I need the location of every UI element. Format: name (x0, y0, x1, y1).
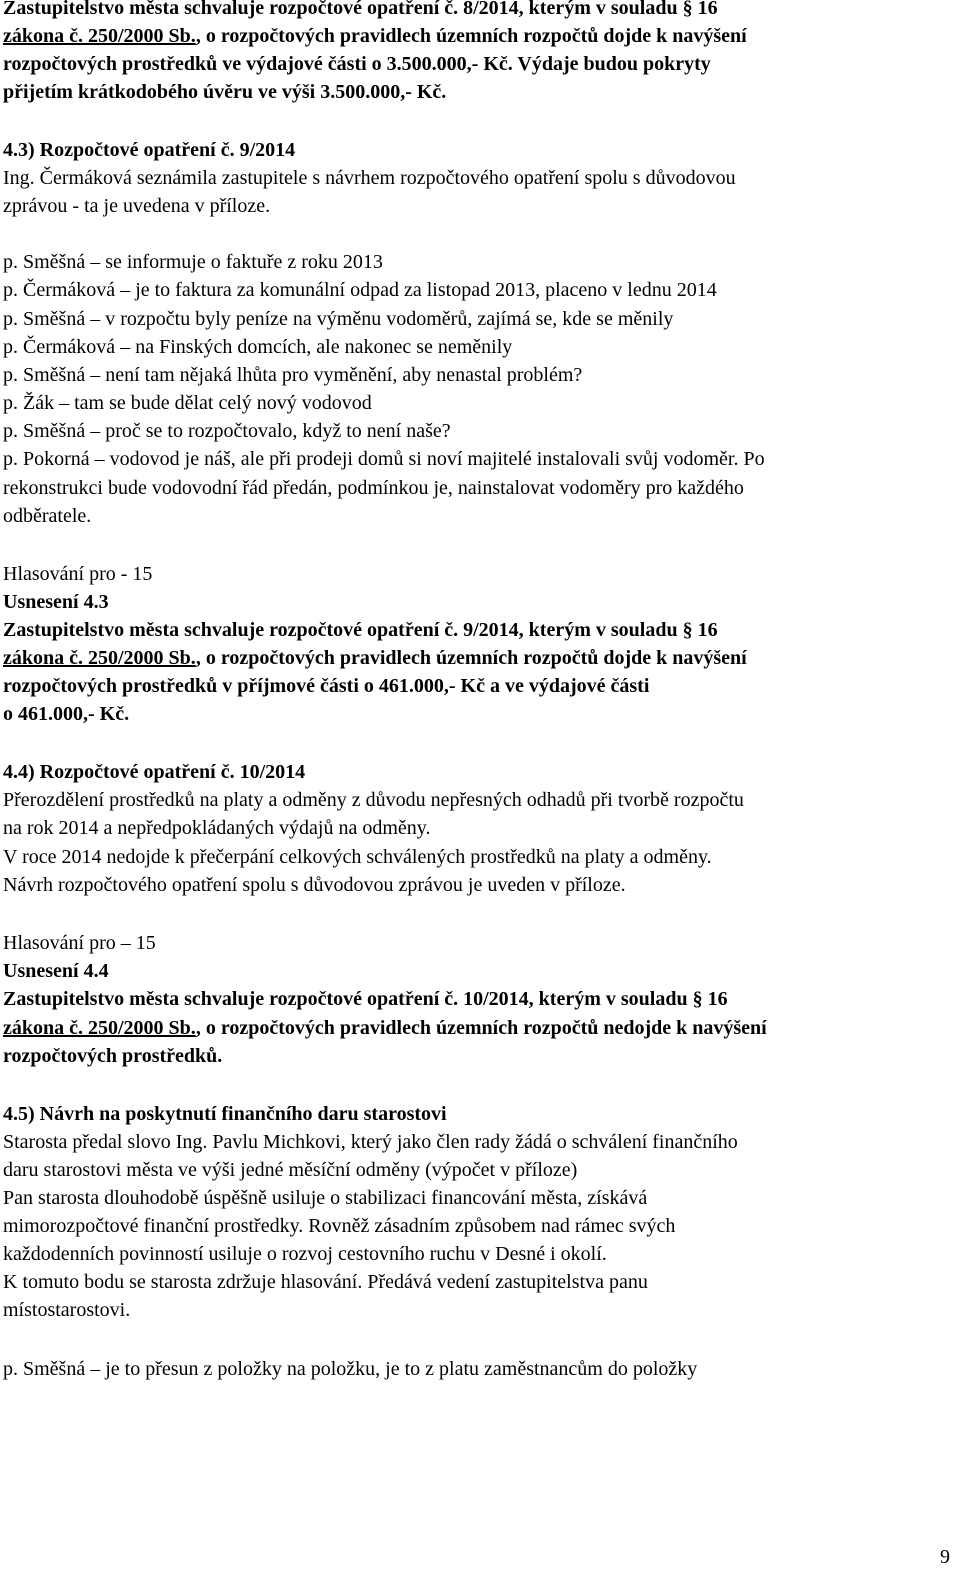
text-line (3, 1240, 607, 1268)
text-segment: V roce 2014 nedojde k přečerpání celkových schválených prostředků na platy a odměny. (3, 846, 712, 868)
text-segment: p. Směšná – není tam nějaká lhůta pro vyměnění, aby nenastal problém? (3, 364, 583, 386)
text-line (3, 957, 109, 985)
text-segment: rozpočtových prostředků ve výdajové části o 3.500.000,- Kč. Výdaje budou pokryty (3, 53, 711, 75)
text-segment: Návrh rozpočtového opatření spolu s důvodovou zprávou je uveden v příloze. (3, 874, 626, 896)
text-line (3, 814, 430, 842)
text-segment: p. Směšná – proč se to rozpočtovalo, když to není naše? (3, 420, 451, 442)
text-segment: Usnesení 4.3 (3, 591, 109, 613)
text-segment: rozpočtových prostředků. (3, 1045, 223, 1067)
text-line (3, 1296, 130, 1324)
text-segment: přijetím krátkodobého úvěru ve výši 3.500.000,- Kč. (3, 81, 447, 103)
text-segment: na rok 2014 a nepředpokládaných výdajů na odměny. (3, 817, 431, 839)
text-line (3, 192, 270, 220)
text-line (3, 786, 744, 814)
text-segment: p. Žák – tam se bude dělat celý nový vodovod (3, 392, 372, 414)
text-segment: K tomuto bodu se starosta zdržuje hlasování. Předává vedení zastupitelstva panu (3, 1271, 648, 1293)
text-line (3, 672, 649, 700)
law-reference: zákona č. 250/2000 Sb. (3, 1017, 196, 1039)
text-segment: , o rozpočtových pravidlech územních rozpočtů dojde k navýšení (195, 25, 747, 47)
text-line (3, 0, 718, 22)
text-line (3, 1184, 647, 1212)
text-line (3, 333, 512, 361)
text-segment: o 461.000,- Kč. (3, 703, 130, 725)
text-line (3, 843, 712, 871)
text-segment: Hlasování pro - 15 (3, 563, 153, 585)
text-line (3, 1212, 675, 1240)
text-line (3, 700, 129, 728)
text-line (3, 1014, 767, 1042)
text-line (3, 389, 372, 417)
text-segment: 4.5) Návrh na poskytnutí finančního daru starostovi (3, 1103, 447, 1125)
text-segment: místostarostovi. (3, 1299, 131, 1321)
text-segment: Starosta předal slovo Ing. Pavlu Michkovi, který jako člen rady žádá o schválení finančního (3, 1131, 738, 1153)
text-line (3, 616, 718, 644)
text-line (3, 758, 305, 786)
text-segment: , o rozpočtových pravidlech územních rozpočtů nedojde k navýšení (195, 1017, 767, 1039)
text-line (3, 1355, 697, 1383)
text-segment: , o rozpočtových pravidlech územních rozpočtů dojde k navýšení (195, 647, 747, 669)
text-line (3, 78, 446, 106)
text-line (3, 417, 451, 445)
text-segment: p. Pokorná – vodovod je náš, ale při prodeji domů si noví majitelé instalovali svůj vodoměr. Po (3, 448, 765, 470)
text-line (3, 276, 717, 304)
text-segment: Přerozdělení prostředků na platy a odměny z důvodu nepřesných odhadů při tvorbě rozpočtu (3, 789, 744, 811)
text-line (3, 445, 765, 473)
page-number: 9 (940, 1546, 950, 1568)
text-segment: Usnesení 4.4 (3, 960, 109, 982)
text-segment: p. Čermáková – na Finských domcích, ale nakonec se neměnily (3, 336, 513, 358)
text-line (3, 474, 744, 502)
text-segment: daru starostovi města ve výši jedné měsíční odměny (výpočet v příloze) (3, 1159, 578, 1181)
text-segment: Zastupitelstvo města schvaluje rozpočtové opatření č. 10/2014, kterým v souladu § 16 (3, 988, 728, 1010)
text-segment: odběratele. (3, 505, 92, 527)
text-segment: Hlasování pro – 15 (3, 932, 156, 954)
text-line (3, 136, 295, 164)
text-line (3, 361, 582, 389)
text-line (3, 1156, 577, 1184)
text-segment: p. Čermáková – je to faktura za komunální odpad za listopad 2013, placeno v lednu 2014 (3, 279, 717, 301)
text-line (3, 164, 736, 192)
text-line (3, 871, 626, 899)
text-segment: p. Směšná – je to přesun z položky na položku, je to z platu zaměstnancům do položky (3, 1358, 698, 1380)
text-segment: 4.4) Rozpočtové opatření č. 10/2014 (3, 761, 306, 783)
text-line (3, 248, 383, 276)
text-line (3, 1042, 222, 1070)
text-line (3, 50, 711, 78)
text-segment: zprávou - ta je uvedena v příloze. (3, 195, 271, 217)
text-line (3, 502, 91, 530)
text-line (3, 560, 152, 588)
text-segment: mimorozpočtové finanční prostředky. Rovněž zásadním způsobem nad rámec svých (3, 1215, 676, 1237)
text-line (3, 929, 156, 957)
text-segment: každodenních povinností usiluje o rozvoj cestovního ruchu v Desné i okolí. (3, 1243, 607, 1265)
law-reference: zákona č. 250/2000 Sb. (3, 25, 196, 47)
text-segment: Ing. Čermáková seznámila zastupitele s návrhem rozpočtového opatření spolu s důvodovou (3, 167, 736, 189)
text-segment: rekonstrukci bude vodovodní řád předán, podmínkou je, nainstalovat vodoměry pro každého (3, 477, 744, 499)
text-line (3, 1268, 648, 1296)
text-line (3, 985, 728, 1013)
text-segment: Zastupitelstvo města schvaluje rozpočtové opatření č. 8/2014, kterým v souladu § 16 (3, 0, 718, 19)
text-segment: rozpočtových prostředků v příjmové části o 461.000,- Kč a ve výdajové části (3, 675, 650, 697)
text-line (3, 588, 109, 616)
text-line (3, 644, 747, 672)
text-segment: Pan starosta dlouhodobě úspěšně usiluje o stabilizaci financování města, získává (3, 1187, 648, 1209)
text-segment: p. Směšná – v rozpočtu byly peníze na výměnu vodoměrů, zajímá se, kde se měnily (3, 308, 674, 330)
text-line (3, 1128, 738, 1156)
text-segment: p. Směšná – se informuje o faktuře z roku 2013 (3, 251, 383, 273)
text-line (3, 1100, 447, 1128)
text-segment: 4.3) Rozpočtové opatření č. 9/2014 (3, 139, 296, 161)
text-segment: Zastupitelstvo města schvaluje rozpočtové opatření č. 9/2014, kterým v souladu § 16 (3, 619, 718, 641)
law-reference: zákona č. 250/2000 Sb. (3, 647, 196, 669)
text-line (3, 305, 673, 333)
text-line (3, 22, 747, 50)
